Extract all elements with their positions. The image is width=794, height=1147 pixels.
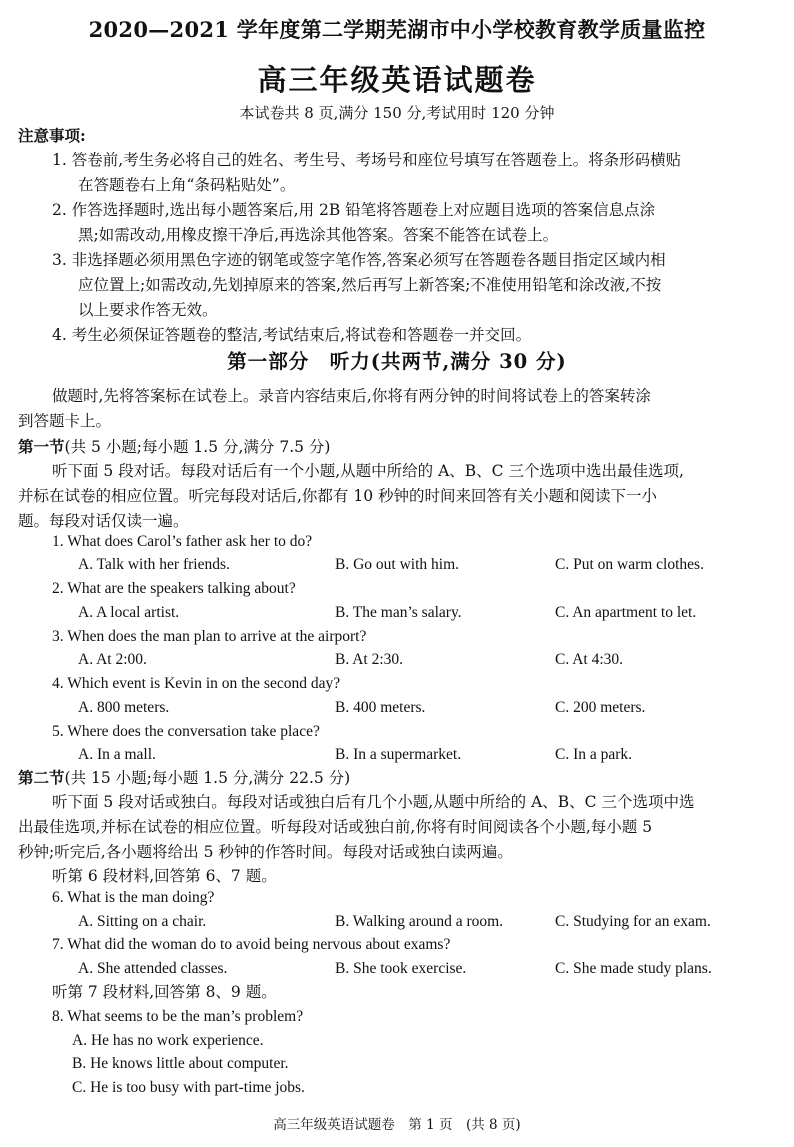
question-7-option-b: B. She took exercise. (335, 960, 467, 977)
question-6: 6. What is the man doing? (52, 889, 215, 906)
material-6-label: 听第 6 段材料,回答第 6、7 题。 (52, 867, 277, 885)
question-2-option-a: A. A local artist. (78, 604, 180, 621)
part1-title: 第一部分 听力(共两节,满分 30 分) (227, 350, 567, 373)
part1-intro-line-2: 到答题卡上。 (18, 412, 112, 430)
question-3: 3. When does the man plan to arrive at the airport? (52, 628, 367, 645)
section2-heading-label: 第二节 (18, 768, 65, 787)
section2-heading-detail: (共 15 小题;每小题 1.5 分,满分 22.5 分) (64, 769, 351, 787)
question-6-option-a: A. Sitting on a chair. (78, 913, 207, 930)
question-8: 8. What seems to be the man’s problem? (52, 1008, 304, 1025)
question-2-option-b: B. The man’s salary. (335, 604, 462, 621)
section2-heading (18, 765, 350, 791)
question-6-option-c: C. Studying for an exam. (555, 913, 711, 930)
question-1-option-b: B. Go out with him. (335, 556, 460, 573)
question-7: 7. What did the woman do to avoid being nervous about exams? (52, 936, 451, 953)
exam-title: 高三年级英语试题卷 (257, 63, 537, 97)
section1-heading-label: 第一节 (18, 437, 65, 456)
notes-line-3: 2. 作答选择题时,选出每小题答案后,用 2B 铅笔将答题卷上对应题目选项的答案信息点涂 (52, 201, 656, 219)
question-6-option-b: B. Walking around a room. (335, 913, 504, 930)
page-footer: 高三年级英语试题卷 第 1 页 (共 8 页) (273, 1117, 521, 1133)
section1-heading-detail: (共 5 小题;每小题 1.5 分,满分 7.5 分) (64, 438, 331, 456)
section2-intro-line-2: 出最佳选项,并标在试卷的相应位置。听每段对话或独白前,你将有时间阅读各个小题,每小题 5 (18, 818, 653, 836)
section2-intro-line-1: 听下面 5 段对话或独白。每段对话或独白后有几个小题,从题中所给的 A、B、C 三个选项中选 (52, 793, 695, 811)
notes-line-1: 1. 答卷前,考生务必将自己的姓名、考生号、考场号和座位号填写在答题卷上。将条形码横贴 (52, 151, 682, 169)
question-4-option-b: B. 400 meters. (335, 699, 426, 716)
section1-intro-line-1: 听下面 5 段对话。每段对话后有一个小题,从题中所给的 A、B、C 三个选项中选出最佳选项, (52, 462, 684, 480)
section1-intro-line-3: 题。每段对话仅读一遍。 (18, 512, 189, 530)
question-3-option-c: C. At 4:30. (555, 651, 624, 668)
question-5: 5. Where does the conversation take place? (52, 723, 320, 740)
question-8-option-c: C. He is too busy with part-time jobs. (72, 1079, 305, 1096)
section1-heading (18, 434, 330, 460)
notes-line-6: 应位置上;如需改动,先划掉原来的答案,然后再写上新答案;不准使用铅笔和涂改液,不按 (78, 276, 662, 294)
question-4-option-a: A. 800 meters. (78, 699, 170, 716)
question-4: 4. Which event is Kevin in on the second day? (52, 675, 341, 692)
notes-line-4: 黑;如需改动,用橡皮擦干净后,再选涂其他答案。答案不能答在试卷上。 (78, 226, 559, 244)
notes-line-2: 在答题卷右上角“条码粘贴处”。 (78, 176, 296, 194)
notes-line-5: 3. 非选择题必须用黑色字迹的钢笔或签字笔作答,答案必须写在答题卷各题目指定区域内相 (52, 251, 666, 269)
exam-subtitle: 本试卷共 8 页,满分 150 分,考试用时 120 分钟 (239, 104, 555, 122)
question-1-option-a: A. Talk with her friends. (78, 556, 230, 573)
notes-line-8: 4. 考生必须保证答题卷的整洁,考试结束后,将试卷和答题卷一并交回。 (52, 326, 532, 344)
notes-line-7: 以上要求作答无效。 (78, 301, 218, 319)
exam-series-title: 2020—2021 学年度第二学期芜湖市中小学校教育教学质量监控 (88, 17, 706, 42)
question-5-option-c: C. In a park. (555, 746, 633, 763)
question-2-option-c: C. An apartment to let. (555, 604, 697, 621)
part1-intro-line-1: 做题时,先将答案标在试卷上。录音内容结束后,你将有两分钟的时间将试卷上的答案转涂 (52, 387, 651, 405)
material-7-label: 听第 7 段材料,回答第 8、9 题。 (52, 983, 277, 1001)
question-3-option-b: B. At 2:30. (335, 651, 404, 668)
notes-heading: 注意事项: (18, 126, 86, 145)
question-8-option-a: A. He has no work experience. (72, 1032, 264, 1049)
question-7-option-c: C. She made study plans. (555, 960, 712, 977)
question-3-option-a: A. At 2:00. (78, 651, 147, 668)
section2-intro-line-3: 秒钟;听完后,各小题将给出 5 秒钟的作答时间。每段对话或独白读两遍。 (18, 843, 513, 861)
question-1-option-c: C. Put on warm clothes. (555, 556, 704, 573)
question-2: 2. What are the speakers talking about? (52, 580, 296, 597)
question-8-option-b: B. He knows little about computer. (72, 1055, 289, 1072)
section1-intro-line-2: 并标在试卷的相应位置。听完每段对话后,你都有 10 秒钟的时间来回答有关小题和阅读下一小 (18, 487, 658, 505)
question-1: 1. What does Carol’s father ask her to do? (52, 533, 313, 550)
question-7-option-a: A. She attended classes. (78, 960, 228, 977)
question-5-option-b: B. In a supermarket. (335, 746, 462, 763)
question-4-option-c: C. 200 meters. (555, 699, 646, 716)
question-5-option-a: A. In a mall. (78, 746, 156, 763)
